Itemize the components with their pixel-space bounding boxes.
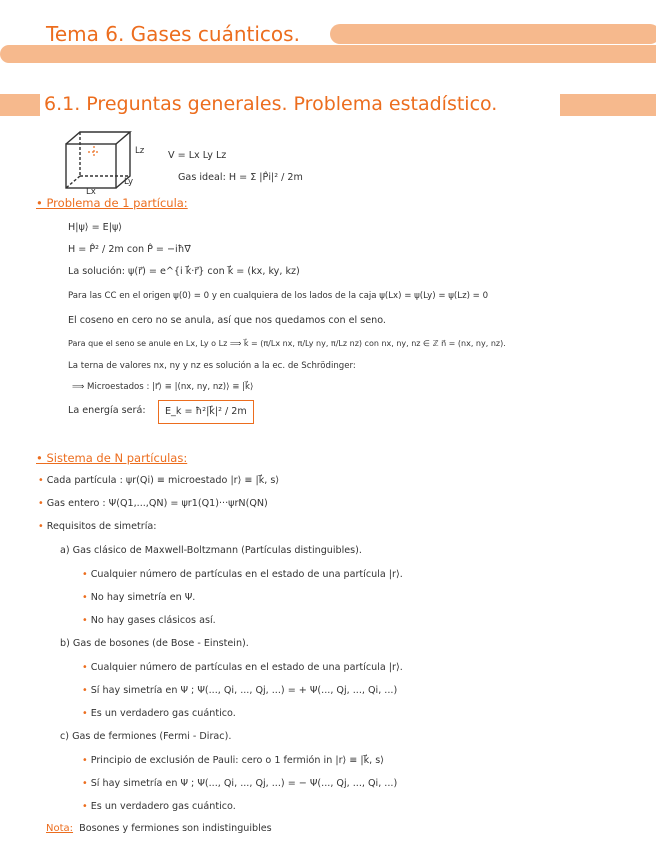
- ideal-gas-hamiltonian: Gas ideal: H = Σ |P̂i|² / 2m: [178, 172, 303, 183]
- case-b-item-2-text: Sí hay simetría en Ψ ; Ψ(..., Qi, ..., Qj, ...) = + Ψ(..., Qj, ..., Qi, ...): [90, 685, 398, 696]
- case-c-title: c) Gas de fermiones (Fermi - Dirac).: [60, 731, 232, 742]
- case-a-title: a) Gas clásico de Maxwell-Boltzmann (Partículas distinguibles).: [60, 545, 362, 556]
- case-b-item-3: • Es un verdadero gas cuántico.: [82, 708, 236, 719]
- cube-lz-label: Lz: [135, 146, 145, 156]
- volume-formula: V = Lx Ly Lz: [168, 150, 227, 161]
- case-a-item-2: • No hay simetría en Ψ.: [82, 592, 196, 603]
- n-particle-heading: • Sistema de N partículas:: [36, 451, 188, 465]
- energy-box: E_k = ħ²|k⃗|² / 2m: [158, 400, 254, 424]
- n-particle-title: Sistema de N partículas:: [46, 451, 188, 465]
- each-particle-text: Cada partícula : ψr(Qi) ≡ microestado |r⟩ ≡ |k⃗, s⟩: [46, 475, 280, 486]
- title-underline-bar: [0, 45, 656, 63]
- title-bar-right: [330, 24, 656, 44]
- case-a-item-3: • No hay gases clásicos así.: [82, 615, 216, 626]
- each-particle-line: • Cada partícula : ψr(Qi) ≡ microestado |r⟩ ≡ |k⃗, s⟩: [38, 475, 280, 486]
- whole-gas-text: Gas entero : Ψ(Q1,...,QN) = ψr1(Q1)···ψrN(QN): [46, 498, 268, 509]
- terna-line: La terna de valores nx, ny y nz es solución a la ec. de Schrödinger:: [68, 361, 356, 371]
- case-a-item-3-text: No hay gases clásicos así.: [90, 615, 216, 626]
- note-text: Bosones y fermiones son indistinguibles: [79, 823, 272, 834]
- case-a-item-1-text: Cualquier número de partículas en el estado de una partícula |r⟩.: [90, 569, 403, 580]
- case-a-item-1: • Cualquier número de partículas en el estado de una partícula |r⟩.: [82, 569, 403, 580]
- sine-zero-condition: Para que el seno se anule en Lx, Ly o Lz ⟹ k⃗ = (π/Lx nx, π/Ly ny, π/Lz nz) con nx, ny, nz ∈ ℤ n⃗ = (nx, ny, nz).: [68, 339, 506, 348]
- microstates-line: ⟹ Microestados : |r⃗⟩ ≡ |(nx, ny, nz)⟩ ≡ |k⃗⟩: [72, 382, 254, 392]
- case-c-item-2-text: Sí hay simetría en Ψ ; Ψ(..., Qi, ..., Qj, ...) = − Ψ(..., Qj, ..., Qi, ...): [90, 778, 398, 789]
- case-b-item-1-text: Cualquier número de partículas en el estado de una partícula |r⟩.: [90, 662, 403, 673]
- cube-diagram: [60, 128, 140, 198]
- case-c-item-2: • Sí hay simetría en Ψ ; Ψ(..., Qi, ..., Qj, ...) = − Ψ(..., Qj, ..., Qi, ...): [82, 778, 398, 789]
- one-particle-heading: • Problema de 1 partícula:: [36, 196, 188, 210]
- page-title: Tema 6. Gases cuánticos.: [46, 22, 300, 46]
- section-title: 6.1. Preguntas generales. Problema estadístico.: [44, 93, 498, 115]
- cosine-note: El coseno en cero no se anula, así que nos quedamos con el seno.: [68, 315, 386, 326]
- note-line: [46, 823, 272, 834]
- case-c-item-1-text: Principio de exclusión de Pauli: cero o 1 fermión in |r⟩ ≡ |k⃗, s⟩: [90, 755, 385, 766]
- one-particle-title: Problema de 1 partícula:: [46, 196, 188, 210]
- case-c-item-3: • Es un verdadero gas cuántico.: [82, 801, 236, 812]
- energy-label: La energía será:: [68, 405, 146, 416]
- case-b-title: b) Gas de bosones (de Bose - Einstein).: [60, 638, 249, 649]
- note-label: Nota:: [46, 823, 74, 834]
- symmetry-req-line: • Requisitos de simetría:: [38, 521, 157, 532]
- case-c-item-3-text: Es un verdadero gas cuántico.: [90, 801, 236, 812]
- hamiltonian-def: H = P̂² / 2m con P̂ = −iħ∇⃗: [68, 244, 191, 255]
- boundary-conditions: Para las CC en el origen ψ(0) = 0 y en cualquiera de los lados de la caja ψ(Lx) = ψ(Ly) = ψ(Lz) = 0: [68, 291, 489, 301]
- cube-lx-label: Lx: [86, 187, 96, 197]
- solution-line: La solución: ψ(r⃗) = e^{i k⃗·r⃗} con k⃗ = (kx, ky, kz): [68, 266, 300, 277]
- case-a-item-2-text: No hay simetría en Ψ.: [90, 592, 196, 603]
- cube-ly-label: Ly: [124, 177, 134, 187]
- whole-gas-line: • Gas entero : Ψ(Q1,...,QN) = ψr1(Q1)···ψrN(QN): [38, 498, 268, 509]
- case-c-item-1: • Principio de exclusión de Pauli: cero o 1 fermión in |r⟩ ≡ |k⃗, s⟩: [82, 755, 385, 766]
- symmetry-req-text: Requisitos de simetría:: [46, 521, 157, 532]
- schrodinger-eq: H|ψ⟩ = E|ψ⟩: [68, 222, 123, 233]
- case-b-item-2: • Sí hay simetría en Ψ ; Ψ(..., Qi, ..., Qj, ...) = + Ψ(..., Qj, ..., Qi, ...): [82, 685, 398, 696]
- case-b-item-1: • Cualquier número de partículas en el estado de una partícula |r⟩.: [82, 662, 403, 673]
- case-b-item-3-text: Es un verdadero gas cuántico.: [90, 708, 236, 719]
